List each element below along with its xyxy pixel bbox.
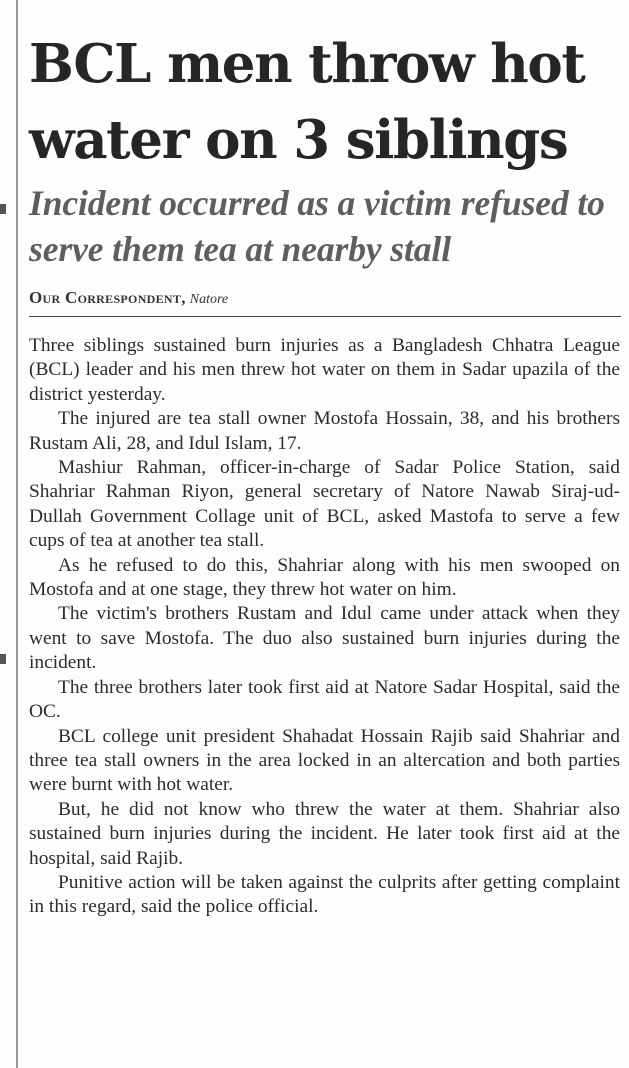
article-paragraph: BCL college unit president Shahadat Hossain Rajib said Shahriar and three tea stall owners in the area locked in an altercation and both parties were burnt with hot water. bbox=[29, 725, 620, 796]
article-paragraph: Mashiur Rahman, officer-in-charge of Sadar Police Station, said Shahriar Rahman Riyon, general secretary of Natore Nawab Siraj-ud-Dullah Government Collage unit of BCL, asked Mastofa to serve a few cups of tea at another tea stall. bbox=[29, 457, 620, 552]
article-paragraph: Three siblings sustained burn injuries as a Bangladesh Chhatra League (BCL) leader and his men threw hot water on them in Sadar upazila of the district yesterday. bbox=[29, 335, 620, 405]
adjacent-column-fragment bbox=[0, 654, 6, 664]
column-divider-line bbox=[16, 0, 18, 1068]
article-paragraph: Punitive action will be taken against the culprits after getting complaint in this regard, said the police official. bbox=[29, 871, 620, 918]
article-paragraph: The victim's brothers Rustam and Idul came under attack when they went to save Mostofa. The duo also sustained burn injuries during the incident. bbox=[29, 603, 620, 674]
article-paragraph: But, he did not know who threw the water at them. Shahriar also sustained burn injuries during the incident. He later took first aid at the hospital, said Rajib. bbox=[29, 798, 620, 869]
article-headline: BCL men throw hot water on 3 siblings bbox=[29, 33, 585, 171]
article-paragraph: The injured are tea stall owner Mostofa Hossain, 38, and his brothers Rustam Ali, 28, and Idul Islam, 17. bbox=[29, 408, 620, 454]
article-subheadline: Incident occurred as a victim refused to serve them tea at nearby stall bbox=[29, 183, 605, 269]
article-paragraph: As he refused to do this, Shahriar along with his men swooped on Mostofa and at one stage, they threw hot water on him. bbox=[29, 554, 620, 601]
article-byline bbox=[29, 288, 621, 317]
byline-author: Our Correspondent, bbox=[29, 288, 186, 307]
byline-location: Natore bbox=[189, 292, 229, 307]
adjacent-column-fragment bbox=[0, 204, 6, 214]
article-body bbox=[29, 334, 620, 920]
article-paragraph: The three brothers later took first aid at Natore Sadar Hospital, said the OC. bbox=[29, 676, 620, 723]
